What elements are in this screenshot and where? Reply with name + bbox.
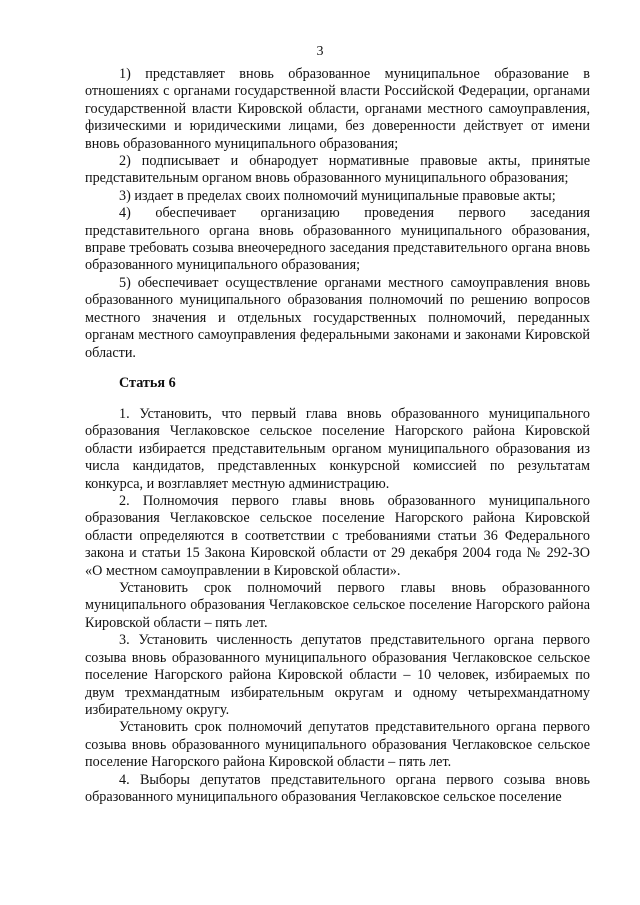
list-item: 5) обеспечивает осуществление органами местного самоуправления вновь образованного муниципального образования полномочий по решению вопросов местного значения и отдельных государственных полномочий, переданных органам местного самоуправления федеральными законами и законами Кировской области. xyxy=(85,274,590,361)
article-paragraph: Установить срок полномочий первого главы вновь образованного муниципального образования Чеглаковское сельское поселение Нагорского района Кировской области – пять лет. xyxy=(85,580,590,631)
article-paragraph: 3. Установить численность депутатов представительного органа первого созыва вновь образованного муниципального образования Чеглаковское сельское поселение Нагорского района Кировской области – 10 человек, избираемых по двум трехмандатным избирательным округам и одному четырехмандатному избирательному округу. xyxy=(85,632,590,718)
article-heading: Статья 6 xyxy=(119,375,176,391)
article-paragraph: 1. Установить, что первый глава вновь образованного муниципального образования Чеглаковское сельское поселение Нагорского района Кировской области избирается представительным органом муниципального образования из числа кандидатов, представленных конкурсной комиссией по результатам конкурса, и возглавляет местную администрацию. xyxy=(85,406,590,492)
list-item: 4) обеспечивает организацию проведения первого заседания представительного органа вновь образованного муниципального образования, вправе требовать созыва внеочередного заседания представительного органа вновь образованного муниципального образования; xyxy=(85,205,590,274)
article-paragraph: 2. Полномочия первого главы вновь образованного муниципального образования Чеглаковское сельское поселение Нагорского района Кировской области определяются в соответствии с требованиями статьи 36 Федерального закона и статьи 15 Закона Кировской области от 29 декабря 2004 года № 292-ЗО «О местном самоуправлении в Кировской области». xyxy=(85,493,590,579)
page-number: 3 xyxy=(316,44,324,59)
list-item: 3) издает в пределах своих полномочий муниципальные правовые акты; xyxy=(119,187,556,204)
article-paragraph: Установить срок полномочий депутатов представительного органа первого созыва вновь образованного муниципального образования Чеглаковское сельское поселение Нагорского района Кировской области – пять лет. xyxy=(85,719,590,771)
powers-list xyxy=(85,66,590,362)
article-body xyxy=(85,406,590,806)
list-item: 2) подписывает и обнародует нормативные правовые акты, принятые представительным органом вновь образованного муниципального образования; xyxy=(85,153,590,187)
list-item: 1) представляет вновь образованное муниципальное образование в отношениях с органами государственной власти Российской Федерации, органами государственной власти Кировской области, органами местного самоуправления, физическими и юридическими лицами, без доверенности действует от имени вновь образованного муниципального образования; xyxy=(85,66,590,152)
article-paragraph: 4. Выборы депутатов представительного органа первого созыва вновь образованного муниципального образования Чеглаковское сельское поселение xyxy=(85,771,590,805)
